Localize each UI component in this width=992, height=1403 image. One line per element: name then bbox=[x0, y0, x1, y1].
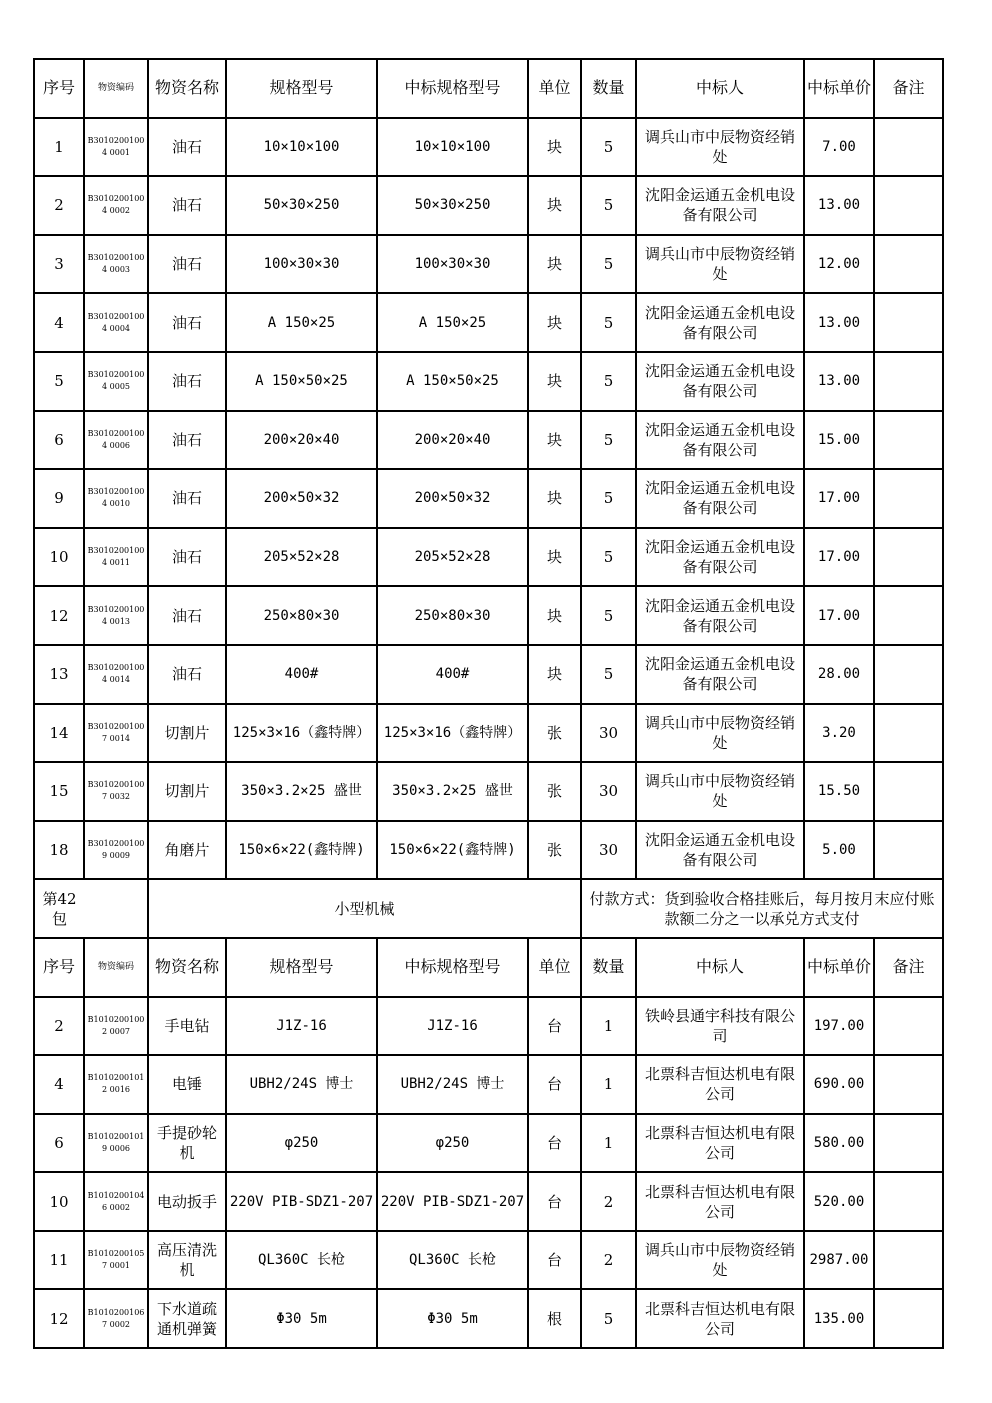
cell-seq: 6 bbox=[34, 411, 84, 470]
header-price: 中标单价 bbox=[804, 59, 874, 118]
table-row bbox=[34, 1055, 943, 1114]
cell-unit: 台 bbox=[528, 997, 581, 1056]
cell-seq: 4 bbox=[34, 293, 84, 352]
cell-bid-spec: 50×30×250 bbox=[377, 176, 528, 235]
cell-seq: 18 bbox=[34, 821, 84, 880]
header-spec: 规格型号 bbox=[226, 938, 377, 997]
cell-seq: 6 bbox=[34, 1114, 84, 1173]
cell-note bbox=[874, 293, 943, 352]
cell-seq: 3 bbox=[34, 235, 84, 294]
cell-code: B10102001019 0006 bbox=[84, 1114, 148, 1173]
cell-winner: 北票科吉恒达机电有限公司 bbox=[636, 1289, 804, 1348]
cell-unit: 块 bbox=[528, 293, 581, 352]
cell-spec: 400# bbox=[226, 645, 377, 704]
cell-price: 13.00 bbox=[804, 176, 874, 235]
header-note: 备注 bbox=[874, 938, 943, 997]
cell-price: 197.00 bbox=[804, 997, 874, 1056]
cell-seq: 14 bbox=[34, 704, 84, 763]
table-row bbox=[34, 762, 943, 821]
table-row bbox=[34, 235, 943, 294]
cell-bid-spec: 200×50×32 bbox=[377, 469, 528, 528]
cell-qty: 2 bbox=[581, 1231, 636, 1290]
cell-name: 油石 bbox=[148, 352, 226, 411]
cell-spec: 220V PIB-SDZ1-207 bbox=[226, 1172, 377, 1231]
table-row bbox=[34, 528, 943, 587]
cell-bid-spec: 250×80×30 bbox=[377, 586, 528, 645]
cell-qty: 5 bbox=[581, 586, 636, 645]
cell-qty: 5 bbox=[581, 118, 636, 177]
cell-bid-spec: 200×20×40 bbox=[377, 411, 528, 470]
cell-seq: 12 bbox=[34, 586, 84, 645]
cell-bid-spec: 220V PIB-SDZ1-207 bbox=[377, 1172, 528, 1231]
table-row bbox=[34, 352, 943, 411]
cell-price: 15.50 bbox=[804, 762, 874, 821]
cell-seq: 15 bbox=[34, 762, 84, 821]
cell-spec: φ250 bbox=[226, 1114, 377, 1173]
table-row bbox=[34, 645, 943, 704]
table-row bbox=[34, 118, 943, 177]
cell-unit: 块 bbox=[528, 118, 581, 177]
cell-price: 580.00 bbox=[804, 1114, 874, 1173]
cell-code: B30102001007 0014 bbox=[84, 704, 148, 763]
cell-seq: 4 bbox=[34, 1055, 84, 1114]
cell-code: B10102001067 0002 bbox=[84, 1289, 148, 1348]
cell-code: B10102001002 0007 bbox=[84, 997, 148, 1056]
table-row bbox=[34, 293, 943, 352]
package-section bbox=[34, 879, 943, 938]
cell-winner: 沈阳金运通五金机电设备有限公司 bbox=[636, 176, 804, 235]
cell-bid-spec: J1Z-16 bbox=[377, 997, 528, 1056]
cell-name: 油石 bbox=[148, 469, 226, 528]
cell-unit: 台 bbox=[528, 1231, 581, 1290]
cell-spec: 250×80×30 bbox=[226, 586, 377, 645]
cell-bid-spec: 10×10×100 bbox=[377, 118, 528, 177]
cell-winner: 北票科吉恒达机电有限公司 bbox=[636, 1055, 804, 1114]
cell-qty: 1 bbox=[581, 1055, 636, 1114]
cell-unit: 张 bbox=[528, 821, 581, 880]
cell-note bbox=[874, 352, 943, 411]
cell-unit: 张 bbox=[528, 704, 581, 763]
header-seq: 序号 bbox=[34, 59, 84, 118]
cell-winner: 北票科吉恒达机电有限公司 bbox=[636, 1172, 804, 1231]
cell-spec: 150×6×22(鑫特牌) bbox=[226, 821, 377, 880]
cell-unit: 块 bbox=[528, 528, 581, 587]
cell-winner: 调兵山市中辰物资经销处 bbox=[636, 704, 804, 763]
cell-winner: 沈阳金运通五金机电设备有限公司 bbox=[636, 293, 804, 352]
cell-qty: 30 bbox=[581, 821, 636, 880]
cell-name: 油石 bbox=[148, 293, 226, 352]
cell-code: B30102001004 0014 bbox=[84, 645, 148, 704]
cell-code: B30102001004 0006 bbox=[84, 411, 148, 470]
header-row bbox=[34, 938, 943, 997]
header-price: 中标单价 bbox=[804, 938, 874, 997]
header-bid-spec: 中标规格型号 bbox=[377, 59, 528, 118]
cell-bid-spec: 350×3.2×25 盛世 bbox=[377, 762, 528, 821]
header-seq: 序号 bbox=[34, 938, 84, 997]
cell-seq: 13 bbox=[34, 645, 84, 704]
cell-note bbox=[874, 235, 943, 294]
cell-spec: QL360C 长枪 bbox=[226, 1231, 377, 1290]
header-spec: 规格型号 bbox=[226, 59, 377, 118]
cell-bid-spec: A 150×50×25 bbox=[377, 352, 528, 411]
cell-seq: 2 bbox=[34, 997, 84, 1056]
cell-code: B30102001004 0010 bbox=[84, 469, 148, 528]
cell-qty: 30 bbox=[581, 762, 636, 821]
cell-price: 7.00 bbox=[804, 118, 874, 177]
cell-price: 520.00 bbox=[804, 1172, 874, 1231]
cell-winner: 沈阳金运通五金机电设备有限公司 bbox=[636, 586, 804, 645]
cell-price: 17.00 bbox=[804, 586, 874, 645]
cell-unit: 块 bbox=[528, 411, 581, 470]
header-code: 物资编码 bbox=[84, 938, 148, 997]
table-row bbox=[34, 1114, 943, 1173]
cell-winner: 沈阳金运通五金机电设备有限公司 bbox=[636, 821, 804, 880]
cell-price: 17.00 bbox=[804, 469, 874, 528]
cell-qty: 5 bbox=[581, 411, 636, 470]
table-section-1 bbox=[34, 59, 943, 879]
cell-code: B30102001007 0032 bbox=[84, 762, 148, 821]
header-name: 物资名称 bbox=[148, 59, 226, 118]
cell-bid-spec: φ250 bbox=[377, 1114, 528, 1173]
cell-note bbox=[874, 1289, 943, 1348]
cell-seq: 5 bbox=[34, 352, 84, 411]
cell-winner: 沈阳金运通五金机电设备有限公司 bbox=[636, 645, 804, 704]
cell-spec: Φ30 5m bbox=[226, 1289, 377, 1348]
cell-spec: 200×20×40 bbox=[226, 411, 377, 470]
cell-seq: 9 bbox=[34, 469, 84, 528]
cell-code: B10102001046 0002 bbox=[84, 1172, 148, 1231]
cell-winner: 沈阳金运通五金机电设备有限公司 bbox=[636, 469, 804, 528]
cell-qty: 5 bbox=[581, 1289, 636, 1348]
package-row bbox=[34, 879, 943, 938]
cell-spec: 100×30×30 bbox=[226, 235, 377, 294]
table-row bbox=[34, 1172, 943, 1231]
cell-code: B30102001004 0013 bbox=[84, 586, 148, 645]
table-row bbox=[34, 1231, 943, 1290]
header-unit: 单位 bbox=[528, 938, 581, 997]
cell-qty: 5 bbox=[581, 293, 636, 352]
cell-unit: 张 bbox=[528, 762, 581, 821]
header-code: 物资编码 bbox=[84, 59, 148, 118]
cell-bid-spec: Φ30 5m bbox=[377, 1289, 528, 1348]
cell-spec: A 150×25 bbox=[226, 293, 377, 352]
header-note: 备注 bbox=[874, 59, 943, 118]
header-row bbox=[34, 59, 943, 118]
cell-note bbox=[874, 1114, 943, 1173]
cell-unit: 台 bbox=[528, 1172, 581, 1231]
cell-price: 15.00 bbox=[804, 411, 874, 470]
cell-note bbox=[874, 528, 943, 587]
cell-note bbox=[874, 176, 943, 235]
cell-note bbox=[874, 704, 943, 763]
cell-bid-spec: A 150×25 bbox=[377, 293, 528, 352]
cell-name: 切割片 bbox=[148, 762, 226, 821]
cell-qty: 5 bbox=[581, 352, 636, 411]
cell-price: 17.00 bbox=[804, 528, 874, 587]
cell-code: B30102001004 0005 bbox=[84, 352, 148, 411]
cell-code: B30102001004 0011 bbox=[84, 528, 148, 587]
cell-seq: 10 bbox=[34, 528, 84, 587]
cell-note bbox=[874, 1231, 943, 1290]
package-label: 第42包 bbox=[34, 879, 84, 938]
cell-seq: 12 bbox=[34, 1289, 84, 1348]
cell-spec: 350×3.2×25 盛世 bbox=[226, 762, 377, 821]
cell-spec: UBH2/24S 博士 bbox=[226, 1055, 377, 1114]
cell-qty: 1 bbox=[581, 1114, 636, 1173]
cell-price: 2987.00 bbox=[804, 1231, 874, 1290]
table-row bbox=[34, 586, 943, 645]
header-qty: 数量 bbox=[581, 938, 636, 997]
cell-winner: 调兵山市中辰物资经销处 bbox=[636, 118, 804, 177]
cell-name: 下水道疏通机弹簧 bbox=[148, 1289, 226, 1348]
cell-price: 13.00 bbox=[804, 352, 874, 411]
header-qty: 数量 bbox=[581, 59, 636, 118]
cell-winner: 北票科吉恒达机电有限公司 bbox=[636, 1114, 804, 1173]
cell-note bbox=[874, 469, 943, 528]
cell-bid-spec: 150×6×22(鑫特牌) bbox=[377, 821, 528, 880]
cell-name: 油石 bbox=[148, 411, 226, 470]
cell-unit: 块 bbox=[528, 176, 581, 235]
cell-price: 5.00 bbox=[804, 821, 874, 880]
cell-bid-spec: 400# bbox=[377, 645, 528, 704]
table-row bbox=[34, 1289, 943, 1348]
cell-bid-spec: UBH2/24S 博士 bbox=[377, 1055, 528, 1114]
package-category: 小型机械 bbox=[148, 879, 581, 938]
cell-name: 油石 bbox=[148, 235, 226, 294]
cell-qty: 5 bbox=[581, 176, 636, 235]
cell-code: B30102001009 0009 bbox=[84, 821, 148, 880]
header-unit: 单位 bbox=[528, 59, 581, 118]
cell-seq: 2 bbox=[34, 176, 84, 235]
cell-winner: 调兵山市中辰物资经销处 bbox=[636, 762, 804, 821]
cell-name: 手电钻 bbox=[148, 997, 226, 1056]
cell-note bbox=[874, 586, 943, 645]
table-row bbox=[34, 411, 943, 470]
cell-name: 高压清洗机 bbox=[148, 1231, 226, 1290]
cell-name: 油石 bbox=[148, 176, 226, 235]
cell-seq: 10 bbox=[34, 1172, 84, 1231]
cell-unit: 台 bbox=[528, 1055, 581, 1114]
cell-name: 电动扳手 bbox=[148, 1172, 226, 1231]
table-row bbox=[34, 997, 943, 1056]
table-row bbox=[34, 469, 943, 528]
table-section-2 bbox=[34, 938, 943, 1348]
cell-code: B30102001004 0003 bbox=[84, 235, 148, 294]
cell-spec: 125×3×16（鑫特牌） bbox=[226, 704, 377, 763]
cell-unit: 台 bbox=[528, 1114, 581, 1173]
cell-spec: 205×52×28 bbox=[226, 528, 377, 587]
cell-name: 电锤 bbox=[148, 1055, 226, 1114]
cell-note bbox=[874, 118, 943, 177]
bid-results-table bbox=[33, 58, 944, 1349]
cell-spec: A 150×50×25 bbox=[226, 352, 377, 411]
header-bid-spec: 中标规格型号 bbox=[377, 938, 528, 997]
cell-spec: 50×30×250 bbox=[226, 176, 377, 235]
cell-price: 135.00 bbox=[804, 1289, 874, 1348]
cell-name: 油石 bbox=[148, 645, 226, 704]
cell-seq: 1 bbox=[34, 118, 84, 177]
cell-spec: 200×50×32 bbox=[226, 469, 377, 528]
cell-bid-spec: 100×30×30 bbox=[377, 235, 528, 294]
cell-price: 28.00 bbox=[804, 645, 874, 704]
cell-winner: 沈阳金运通五金机电设备有限公司 bbox=[636, 528, 804, 587]
cell-name: 油石 bbox=[148, 528, 226, 587]
cell-qty: 5 bbox=[581, 645, 636, 704]
cell-note bbox=[874, 997, 943, 1056]
cell-price: 13.00 bbox=[804, 293, 874, 352]
cell-unit: 根 bbox=[528, 1289, 581, 1348]
cell-note bbox=[874, 411, 943, 470]
cell-unit: 块 bbox=[528, 586, 581, 645]
cell-spec: J1Z-16 bbox=[226, 997, 377, 1056]
cell-qty: 1 bbox=[581, 997, 636, 1056]
cell-bid-spec: QL360C 长枪 bbox=[377, 1231, 528, 1290]
header-winner: 中标人 bbox=[636, 59, 804, 118]
cell-qty: 5 bbox=[581, 235, 636, 294]
cell-bid-spec: 125×3×16（鑫特牌） bbox=[377, 704, 528, 763]
cell-price: 12.00 bbox=[804, 235, 874, 294]
cell-note bbox=[874, 1172, 943, 1231]
cell-qty: 2 bbox=[581, 1172, 636, 1231]
cell-seq: 11 bbox=[34, 1231, 84, 1290]
cell-unit: 块 bbox=[528, 352, 581, 411]
cell-winner: 沈阳金运通五金机电设备有限公司 bbox=[636, 352, 804, 411]
cell-unit: 块 bbox=[528, 235, 581, 294]
cell-note bbox=[874, 1055, 943, 1114]
cell-unit: 块 bbox=[528, 469, 581, 528]
cell-code: B30102001004 0001 bbox=[84, 118, 148, 177]
cell-bid-spec: 205×52×28 bbox=[377, 528, 528, 587]
cell-qty: 30 bbox=[581, 704, 636, 763]
cell-winner: 调兵山市中辰物资经销处 bbox=[636, 1231, 804, 1290]
cell-spec: 10×10×100 bbox=[226, 118, 377, 177]
cell-price: 3.20 bbox=[804, 704, 874, 763]
cell-winner: 调兵山市中辰物资经销处 bbox=[636, 235, 804, 294]
payment-terms: 付款方式：货到验收合格挂账后，每月按月末应付账款额二分之一以承兑方式支付 bbox=[581, 879, 943, 938]
cell-code: B10102001012 0016 bbox=[84, 1055, 148, 1114]
cell-qty: 5 bbox=[581, 528, 636, 587]
cell-name: 切割片 bbox=[148, 704, 226, 763]
table-row bbox=[34, 704, 943, 763]
package-spacer bbox=[84, 879, 148, 938]
cell-name: 油石 bbox=[148, 118, 226, 177]
cell-winner: 沈阳金运通五金机电设备有限公司 bbox=[636, 411, 804, 470]
cell-name: 角磨片 bbox=[148, 821, 226, 880]
table-row bbox=[34, 821, 943, 880]
cell-unit: 块 bbox=[528, 645, 581, 704]
cell-note bbox=[874, 645, 943, 704]
cell-note bbox=[874, 762, 943, 821]
cell-code: B10102001057 0001 bbox=[84, 1231, 148, 1290]
cell-winner: 铁岭县通宇科技有限公司 bbox=[636, 997, 804, 1056]
cell-code: B30102001004 0004 bbox=[84, 293, 148, 352]
header-name: 物资名称 bbox=[148, 938, 226, 997]
cell-note bbox=[874, 821, 943, 880]
table-row bbox=[34, 176, 943, 235]
cell-code: B30102001004 0002 bbox=[84, 176, 148, 235]
cell-qty: 5 bbox=[581, 469, 636, 528]
header-winner: 中标人 bbox=[636, 938, 804, 997]
cell-price: 690.00 bbox=[804, 1055, 874, 1114]
cell-name: 手提砂轮机 bbox=[148, 1114, 226, 1173]
cell-name: 油石 bbox=[148, 586, 226, 645]
